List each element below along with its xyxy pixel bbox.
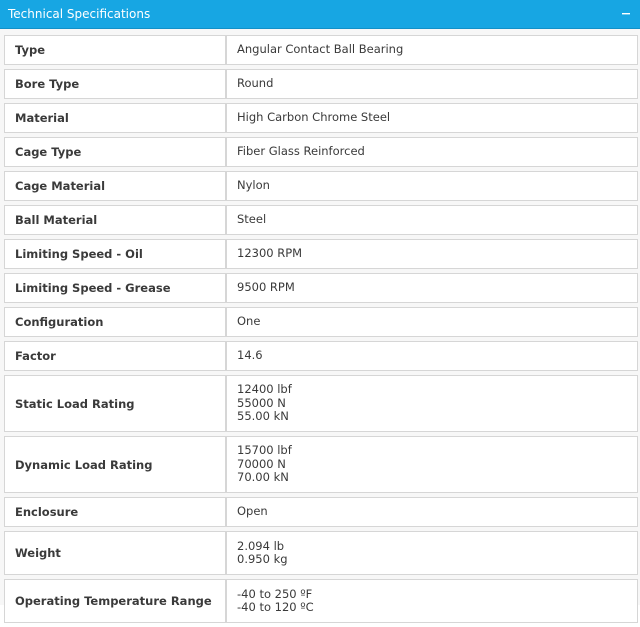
spec-value-line: 55000 N [237, 395, 286, 410]
spec-value-line: 70.00 kN [237, 470, 289, 485]
spec-value [226, 273, 638, 303]
spec-value-line: 2.094 lb [237, 538, 285, 553]
spec-value [226, 436, 638, 493]
spec-value [226, 205, 638, 235]
spec-value [226, 375, 638, 432]
spec-row [4, 137, 638, 167]
spec-value-line: 12300 RPM [237, 246, 303, 261]
spec-row [4, 375, 638, 432]
spec-row [4, 497, 638, 527]
spec-label: Limiting Speed - Oil [4, 239, 226, 269]
spec-value [226, 239, 638, 269]
spec-row [4, 103, 638, 133]
spec-value-line: -40 to 250 ºF [237, 586, 313, 601]
spec-label: Weight [4, 531, 226, 575]
spec-value-line: Angular Contact Ball Bearing [237, 42, 404, 57]
spec-row [4, 171, 638, 201]
panel-title: Technical Specifications [8, 7, 151, 21]
spec-value [226, 137, 638, 167]
spec-row [4, 239, 638, 269]
spec-value-line: Steel [237, 212, 267, 227]
spec-row [4, 205, 638, 235]
spec-value-line: 14.6 [237, 348, 263, 363]
spec-label: Factor [4, 341, 226, 371]
spec-value [226, 69, 638, 99]
spec-label: Limiting Speed - Grease [4, 273, 226, 303]
spec-row [4, 69, 638, 99]
spec-label: Type [4, 35, 226, 65]
spec-value-line: 15700 lbf [237, 443, 292, 458]
spec-value-line: Fiber Glass Reinforced [237, 144, 365, 159]
spec-value-line: 9500 RPM [237, 280, 295, 295]
spec-value [226, 307, 638, 337]
minus-icon[interactable] [620, 8, 632, 20]
spec-label: Ball Material [4, 205, 226, 235]
spec-row [4, 307, 638, 337]
spec-row [4, 579, 638, 623]
spec-row [4, 35, 638, 65]
spec-value-line: 0.950 kg [237, 552, 288, 566]
spec-label: Enclosure [4, 497, 226, 527]
spec-label: Configuration [4, 307, 226, 337]
spec-label: Operating Temperature Range [4, 579, 226, 623]
spec-value-line: -40 to 120 ºC [237, 600, 314, 614]
spec-value-line: Round [237, 76, 274, 91]
spec-value-line: Nylon [237, 178, 270, 193]
spec-label: Static Load Rating [4, 375, 226, 432]
spec-row [4, 436, 638, 493]
spec-value [226, 497, 638, 527]
spec-value [226, 171, 638, 201]
panel-header[interactable] [0, 0, 640, 29]
spec-value [226, 103, 638, 133]
specs-table-wrapper [0, 29, 640, 627]
spec-value [226, 531, 638, 575]
spec-row [4, 341, 638, 371]
spec-label: Cage Material [4, 171, 226, 201]
spec-value [226, 35, 638, 65]
spec-label: Material [4, 103, 226, 133]
spec-value [226, 341, 638, 371]
spec-row [4, 273, 638, 303]
spec-label: Cage Type [4, 137, 226, 167]
specs-table [4, 31, 638, 627]
spec-value [226, 579, 638, 623]
spec-value-line: High Carbon Chrome Steel [237, 110, 391, 125]
spec-row [4, 531, 638, 575]
spec-value-line: 70000 N [237, 456, 286, 471]
spec-label: Dynamic Load Rating [4, 436, 226, 493]
spec-label: Bore Type [4, 69, 226, 99]
spec-value-line: 55.00 kN [237, 409, 289, 424]
spec-value-line: One [237, 314, 261, 329]
spec-value-line: 12400 lbf [237, 382, 292, 397]
spec-value-line: Open [237, 504, 268, 519]
